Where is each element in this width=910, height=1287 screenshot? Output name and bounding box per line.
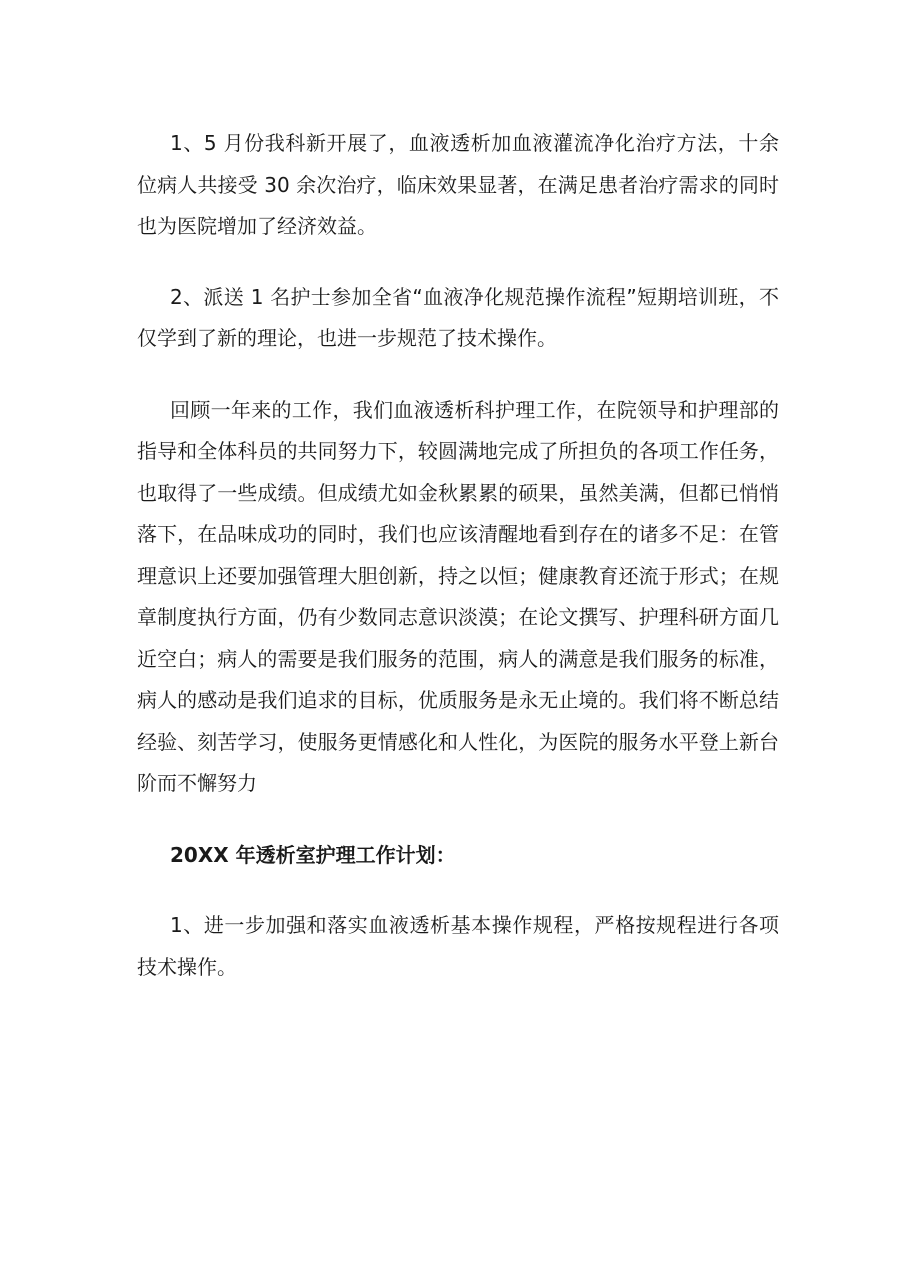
- plan-heading: 20XX 年透析室护理工作计划：: [170, 842, 456, 867]
- document-body: [137, 123, 779, 988]
- paragraph-training: 2、派送 1 名护士参加全省“血液净化规范操作流程”短期培训班，不仅学到了新的理论，也进一步规范了技术操作。: [137, 284, 779, 350]
- paragraph-new-treatment: 1、5 月份我科新开展了，血液透析加血液灌流净化治疗方法，十余位病人共接受 30 余次治疗，临床效果显著，在满足患者治疗需求的同时也为医院增加了经济效益。: [137, 131, 779, 238]
- plan-item: 1、进一步加强和落实血液透析基本操作规程，严格按规程进行各项技术操作。: [137, 913, 779, 979]
- paragraph-review: 回顾一年来的工作，我们血液透析科护理工作，在院领导和护理部的指导和全体科员的共同努力下，较圆满地完成了所担负的各项工作任务，也取得了一些成绩。但成绩尤如金秋累累的硕果，虽然美满，但都已悄悄落下，在品味成功的同时，我们也应该清醒地看到存在的诸多不足：在管理意识上还要加强管理大胆创新，持之以恒；健康教育还流于形式；在规章制度执行方面，仍有少数同志意识淡漠；在论文撰写、护理科研方面几近空白；病人的需要是我们服务的范围，病人的满意是我们服务的标准，病人的感动是我们追求的目标，优质服务是永无止境的。我们将不断总结经验、刻苦学习，使服务更情感化和人性化，为医院的服务水平登上新台阶而不懈努力: [137, 397, 779, 795]
